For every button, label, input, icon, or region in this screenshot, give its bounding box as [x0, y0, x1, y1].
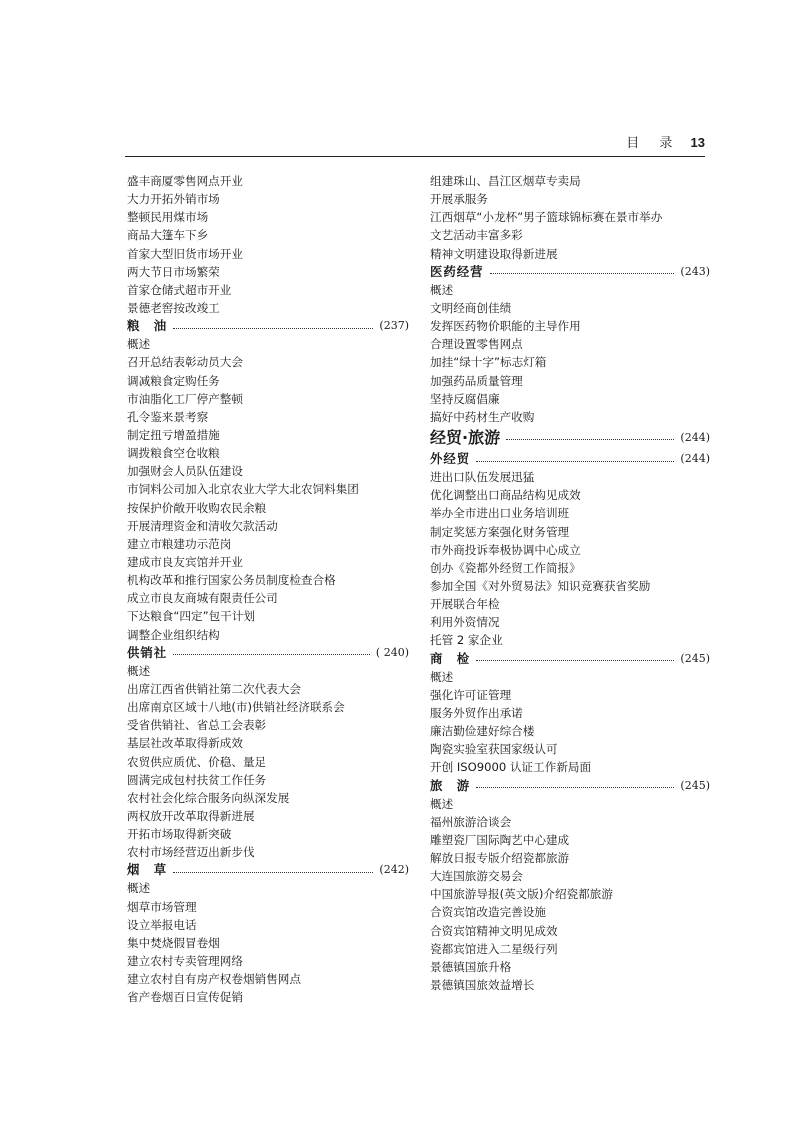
toc-entry: 参加全国《对外贸易法》知识竞赛获省奖励: [430, 578, 651, 593]
toc-entry: 市饲料公司加入北京农业大学大北农饲料集团: [127, 482, 359, 497]
toc-entry: 合资宾馆精神文明见成效: [430, 923, 558, 938]
toc-entry: 福州旅游洽谈会: [430, 814, 512, 829]
toc-entry: 坚持反腐倡廉: [430, 391, 500, 406]
toc-entry: 基层社改革取得新成效: [127, 736, 243, 751]
toc-entry: 优化调整出口商品结构见成效: [430, 488, 581, 503]
section-page-number: ( 240): [375, 645, 409, 659]
toc-entry: 受省供销社、省总工会表彰: [127, 718, 267, 733]
toc-entry: 雕塑瓷厂国际陶艺中心建成: [430, 832, 570, 847]
toc-entry: 开展承服务: [430, 192, 488, 207]
section-page-number: (243): [680, 264, 710, 278]
toc-entry: 集中焚烧假冒卷烟: [127, 935, 220, 950]
toc-entry: 举办全市进出口业务培训班: [430, 506, 570, 521]
running-header: [125, 132, 705, 157]
toc-entry: 加强财会人员队伍建设: [127, 464, 243, 479]
toc-entry: 精神文明建设取得新进展: [430, 246, 558, 261]
toc-entry: 强化许可证管理: [430, 687, 512, 702]
toc-entry: 商品大篷车下乡: [127, 228, 209, 243]
toc-entry: 发挥医药物价职能的主导作用: [430, 319, 581, 334]
toc-entry: 市外商投诉奉极协调中心成立: [430, 542, 581, 557]
toc-entry: 进出口队伍发展迅猛: [430, 470, 535, 485]
toc-entry: 加强药品质量管理: [430, 373, 523, 388]
toc-entry: 调拨粮食空仓收粮: [127, 446, 220, 461]
section-title: 供销社: [127, 644, 168, 660]
header-page-number: 13: [690, 135, 705, 150]
toc-section-heading: [430, 650, 710, 668]
toc-entry: 开创 ISO9000 认证工作新局面: [430, 760, 592, 775]
toc-entry: 合资宾馆改造完善设施: [430, 905, 546, 920]
dot-leader: [476, 461, 674, 462]
toc-entry: 农村社会化综合服务向纵深发展: [127, 790, 290, 805]
section-title: 粮 油: [127, 318, 168, 334]
toc-entry: 大连国旅游交易会: [430, 869, 523, 884]
dot-leader: [476, 787, 674, 788]
toc-entry: 农村市场经营迈出新步伐: [127, 845, 255, 860]
toc-entry: 概述: [430, 282, 454, 297]
toc-entry: 景德镇国旅效益增长: [430, 978, 535, 993]
dot-leader: [476, 660, 674, 661]
dot-leader: [173, 328, 373, 329]
toc-entry: 按保护价敞开收购农民余粮: [127, 500, 267, 515]
toc-entry: 中国旅游导报(英文版)介绍瓷都旅游: [430, 887, 613, 902]
toc-entry: 下达粮食“四定”包干计划: [127, 609, 255, 624]
toc-entry: 文明经商创佳绩: [430, 300, 512, 315]
toc-entry: 创办《瓷都外经贸工作简报》: [430, 560, 581, 575]
section-title: 旅 游: [430, 777, 471, 793]
dot-leader: [490, 273, 675, 274]
toc-section-heading: [127, 861, 409, 879]
toc-column-right: [430, 172, 710, 994]
dot-leader: [173, 872, 373, 873]
toc-entry: 建立市粮建功示范岗: [127, 536, 232, 551]
toc-entry: 利用外资情况: [430, 615, 500, 630]
toc-entry: 调整企业组织结构: [127, 627, 220, 642]
section-page-number: (245): [680, 778, 710, 792]
toc-entry: 首家大型旧货市场开业: [127, 246, 243, 261]
toc-entry: 出席南京区域十八地(市)供销社经济联系会: [127, 700, 345, 715]
toc-entry: 服务外贸作出承诺: [430, 705, 523, 720]
dot-leader: [173, 654, 370, 655]
toc-section-heading: [430, 450, 710, 468]
toc-section-heading: [430, 777, 710, 795]
toc-entry: 景德镇国旅升格: [430, 959, 512, 974]
toc-entry: 概述: [127, 663, 151, 678]
toc-entry: 概述: [430, 796, 454, 811]
dot-leader: [506, 439, 674, 440]
section-page-number: (245): [680, 651, 710, 665]
toc-entry: 开展清理资金和清收欠款活动: [127, 518, 278, 533]
toc-entry: 设立举报电话: [127, 917, 197, 932]
toc-column-left: [127, 172, 409, 1006]
toc-entry: 概述: [127, 881, 151, 896]
section-title: 医药经营: [430, 263, 484, 279]
toc-entry: 开拓市场取得新突破: [127, 827, 232, 842]
toc-entry: 盛丰商厦零售网点开业: [127, 174, 243, 188]
toc-entry: 机构改革和推行国家公务员制度检查合格: [127, 573, 336, 588]
toc-entry: 廉洁勤俭建好综合楼: [430, 724, 535, 739]
toc-entry: 首家仓储式超市开业: [127, 282, 232, 297]
section-page-number: (237): [379, 319, 409, 333]
toc-entry: 建成市良友宾馆并开业: [127, 554, 243, 569]
toc-entry: 搞好中药材生产收购: [430, 409, 535, 424]
toc-entry: 江西烟草“小龙杯”男子篮球锦标赛在景市举办: [430, 210, 663, 225]
section-page-number: (244): [680, 430, 710, 444]
toc-entry: 解放日报专版介绍瓷都旅游: [430, 851, 570, 866]
toc-entry: 概述: [430, 669, 454, 684]
header-title: 目 录: [626, 136, 681, 151]
toc-section-heading: [127, 317, 409, 335]
toc-section-heading: [127, 644, 409, 662]
toc-entry: 开展联合年检: [430, 597, 500, 612]
toc-entry: 概述: [127, 337, 151, 352]
toc-entry: 合理设置零售网点: [430, 337, 523, 352]
toc-entry: 建立农村专卖管理网络: [127, 954, 243, 969]
toc-entry: 圆满完成包村扶贫工作任务: [127, 772, 267, 787]
toc-entry: 市油脂化工厂停产整顿: [127, 391, 243, 406]
toc-entry: 成立市良友商城有限责任公司: [127, 591, 278, 606]
toc-entry: 出席江西省供销社第二次代表大会: [127, 681, 301, 696]
section-title: 外经贸: [430, 450, 471, 466]
toc-entry: 景德老窖按改竣工: [127, 300, 220, 315]
toc-entry: 制定奖惩方案强化财务管理: [430, 524, 570, 539]
toc-entry: 农贸供应质优、价稳、量足: [127, 754, 267, 769]
toc-entry: 大力开拓外销市场: [127, 192, 220, 207]
toc-entry: 瓷都宾馆进入二星级行列: [430, 941, 558, 956]
section-page-number: (242): [379, 863, 409, 877]
toc-entry: 组建珠山、昌江区烟草专卖局: [430, 174, 581, 188]
toc-entry: 整顿民用煤市场: [127, 210, 209, 225]
toc-entry: 两大节日市场繁荣: [127, 264, 220, 279]
toc-section-heading: [430, 426, 710, 450]
section-title: 烟 草: [127, 862, 168, 878]
toc-entry: 烟草市场管理: [127, 899, 197, 914]
toc-entry: 托管 2 家企业: [430, 633, 503, 648]
toc-entry: 孔令鉴来景考察: [127, 409, 209, 424]
toc-entry: 加挂“绿十字”标志灯箱: [430, 355, 547, 370]
toc-entry: 调减粮食定购任务: [127, 373, 220, 388]
toc-entry: 陶瓷实验室获国家级认可: [430, 742, 558, 757]
toc-entry: 召开总结表彰动员大会: [127, 355, 243, 370]
section-page-number: (244): [680, 451, 710, 465]
section-title: 商 检: [430, 650, 471, 666]
toc-entry: 文艺活动丰富多彩: [430, 228, 523, 243]
toc-entry: 建立农村自有房产权卷烟销售网点: [127, 972, 301, 987]
toc-section-heading: [430, 263, 710, 281]
toc-entry: 两权放开改革取得新进展: [127, 808, 255, 823]
section-title: 经贸·旅游: [430, 427, 501, 447]
toc-entry: 制定扭亏增盈措施: [127, 427, 220, 442]
toc-entry: 省产卷烟百日宣传促销: [127, 990, 243, 1005]
